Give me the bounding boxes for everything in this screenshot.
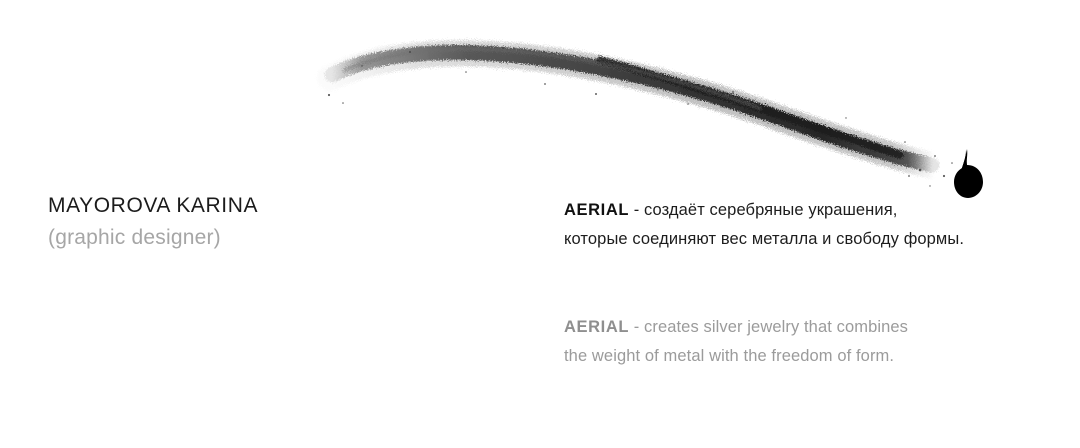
description-english (564, 313, 1034, 371)
description-russian-line1-text: - создаёт серебряные украшения, (629, 201, 898, 219)
description-russian-line1 (564, 196, 1034, 225)
designer-role: (graphic designer) (48, 226, 221, 249)
description-russian (564, 196, 1034, 254)
project-description (564, 196, 1034, 371)
designer-name: MAYOROVA KARINA (48, 194, 259, 217)
description-english-line1-text: - creates silver jewelry that combines (629, 318, 909, 336)
brand-name-english: AERIAL (564, 318, 630, 336)
description-english-line2: the weight of metal with the freedom of form. (564, 347, 895, 365)
ink-droplet-icon (954, 149, 983, 198)
brand-name-russian: AERIAL (564, 201, 630, 219)
designer-credit (48, 193, 448, 253)
description-russian-line2: которые соединяют вес металла и свободу формы. (564, 230, 965, 248)
description-english-line1 (564, 313, 1034, 342)
